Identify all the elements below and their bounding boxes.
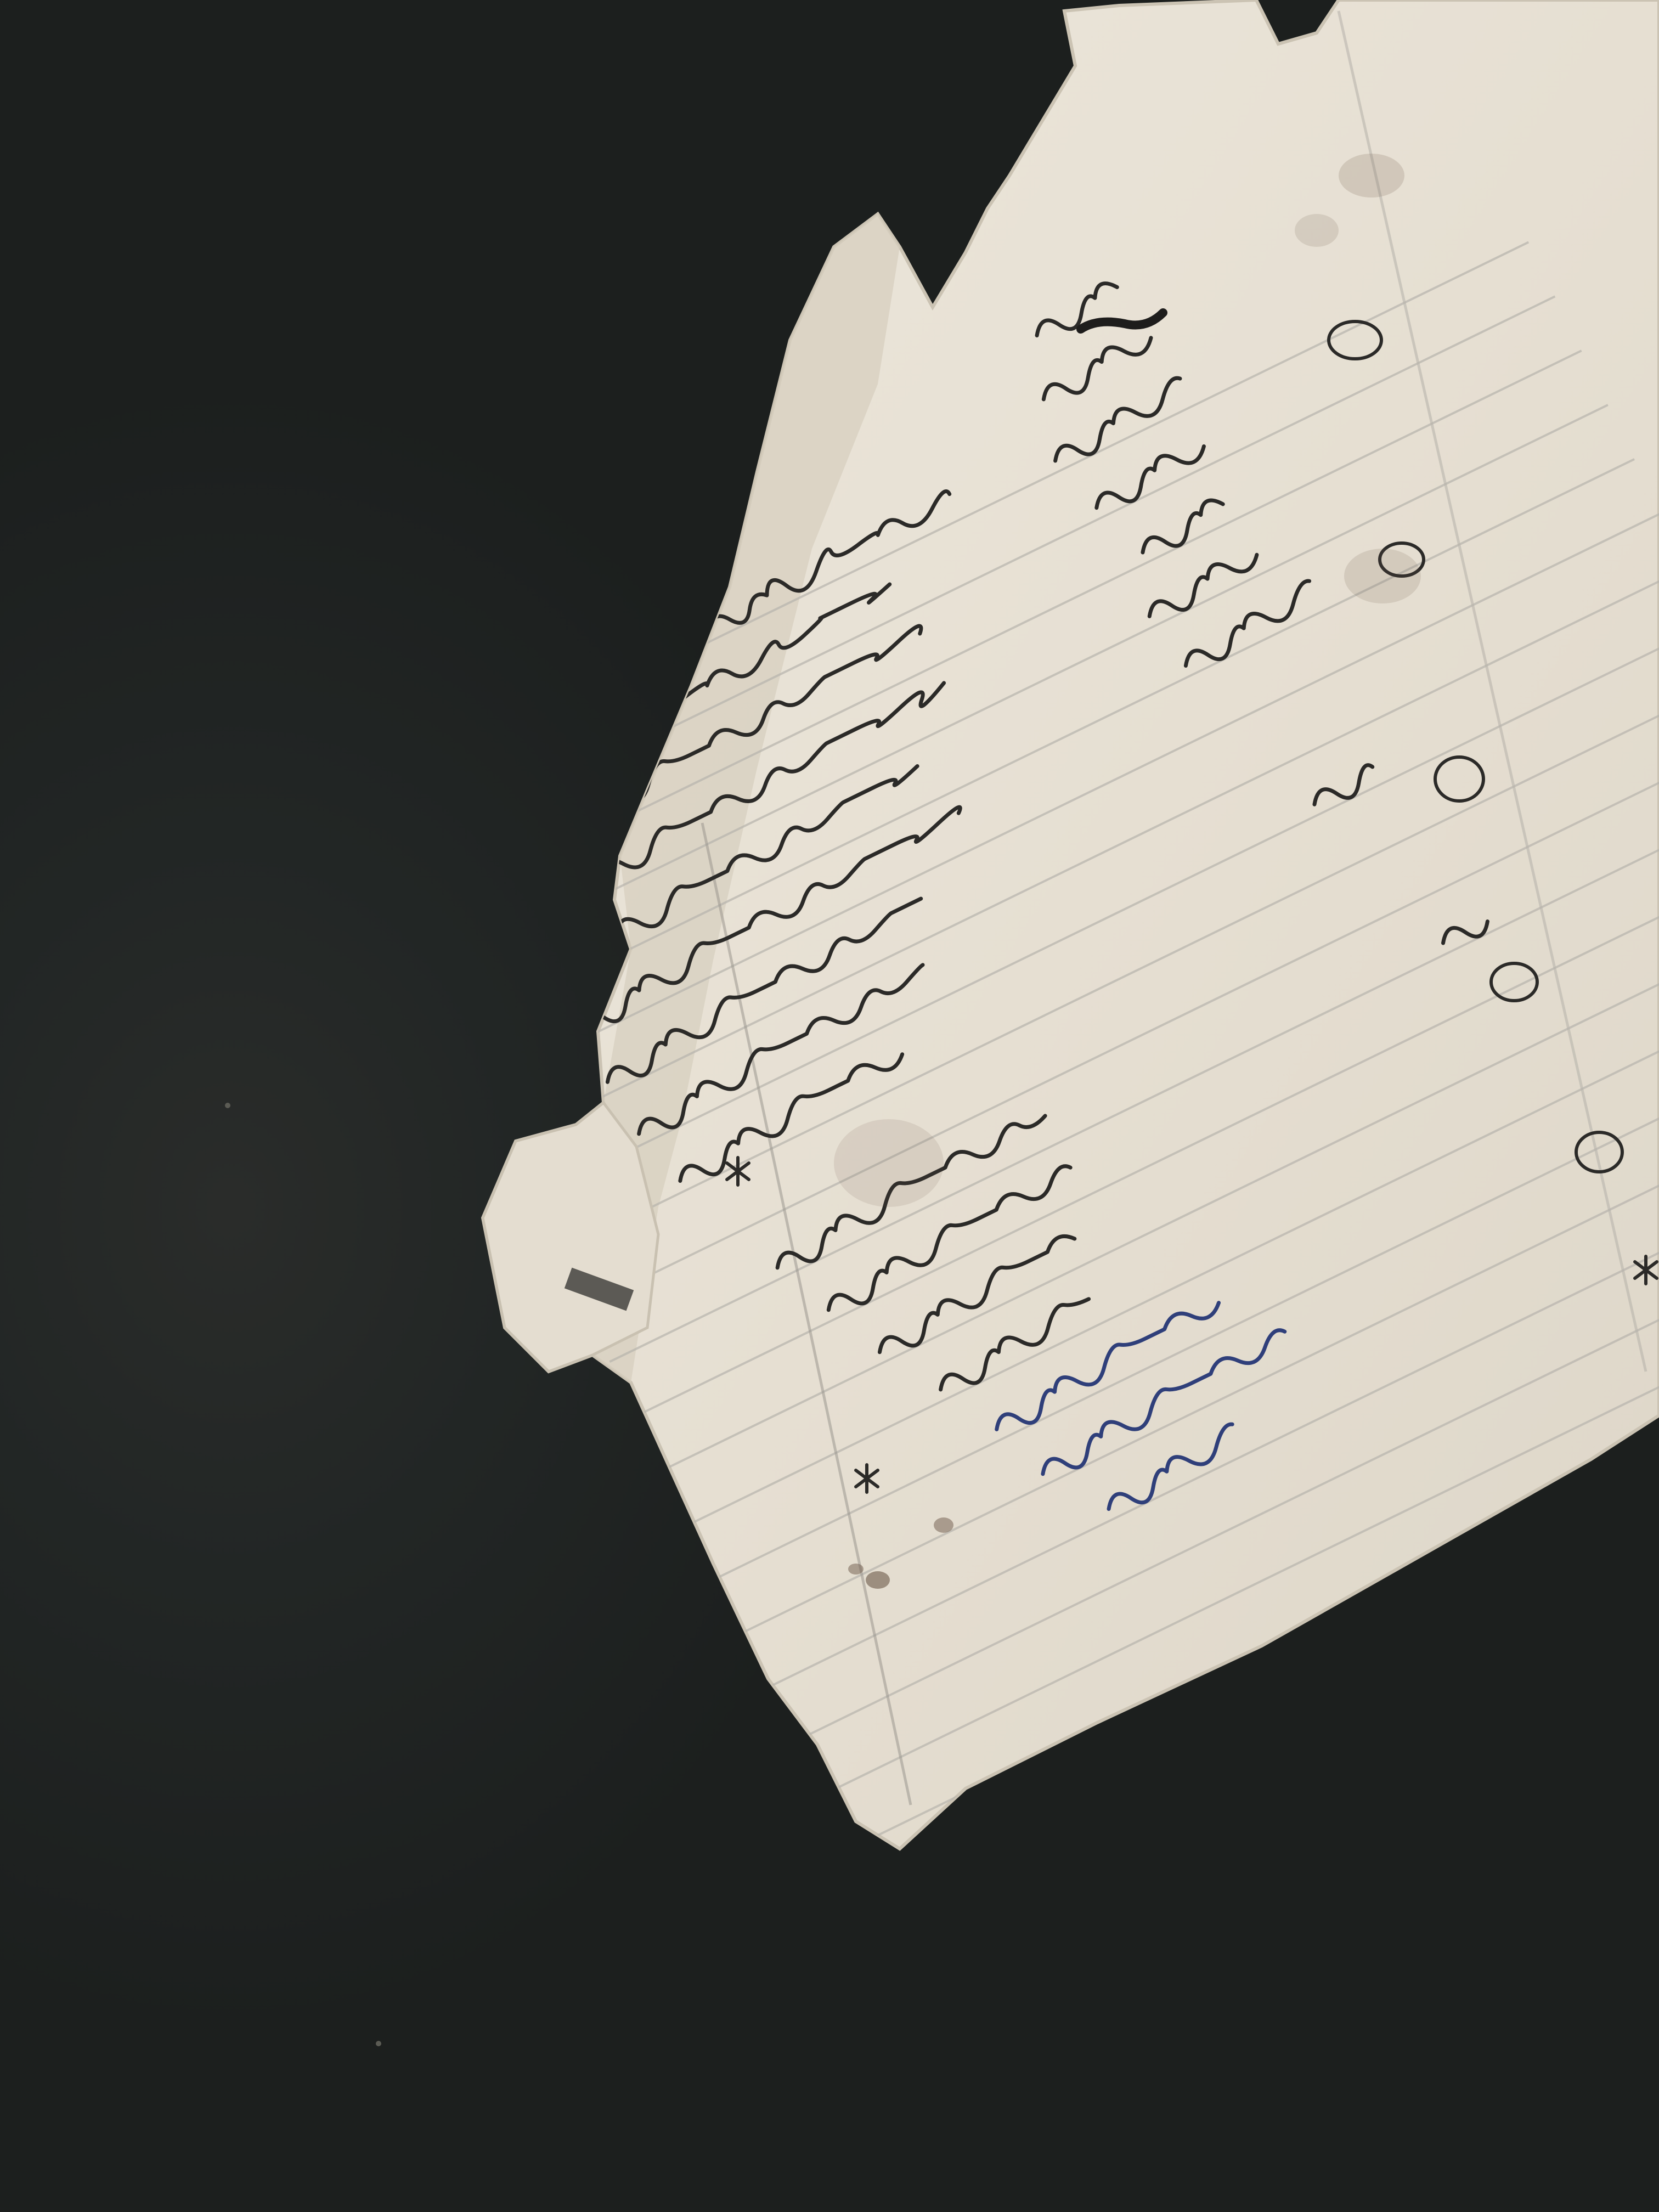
paper-fragment — [483, 1103, 658, 1372]
